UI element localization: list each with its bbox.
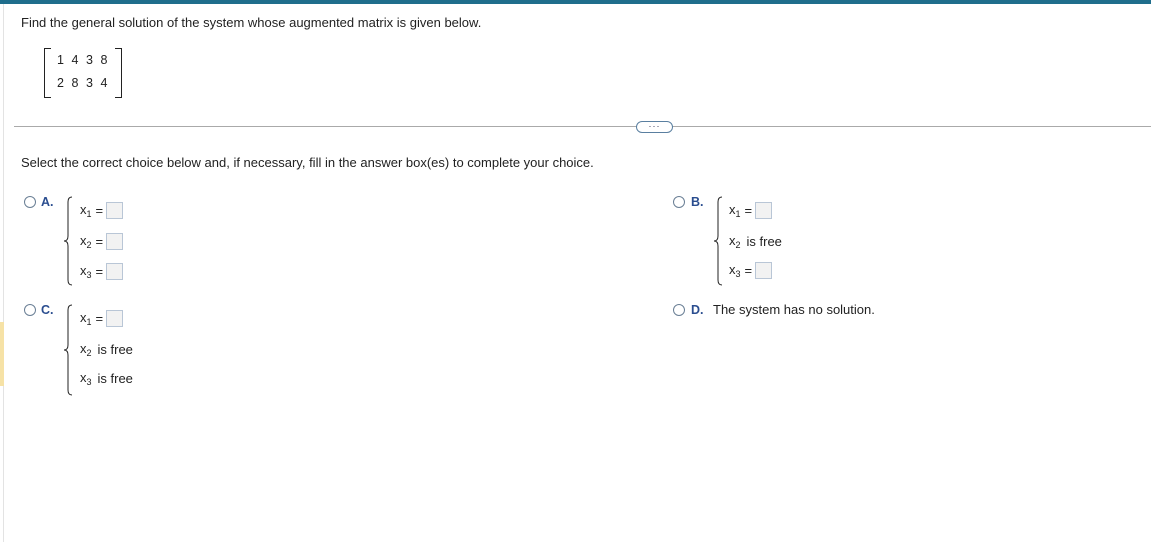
option-d-text: The system has no solution.	[713, 302, 875, 317]
var-x2: $x_2$	[80, 233, 92, 250]
option-c-brace	[63, 304, 73, 396]
option-a-x3-input[interactable]	[106, 263, 123, 280]
section-divider	[14, 126, 1151, 127]
option-c-x3-row	[80, 370, 133, 387]
option-c-radio[interactable]	[24, 304, 36, 316]
left-marker	[0, 322, 4, 386]
equals-sign: =	[95, 264, 104, 279]
equals-sign: =	[744, 263, 753, 278]
option-b-x3-input[interactable]	[755, 262, 772, 279]
option-b-x2-row	[729, 233, 782, 250]
var-x1: $x_1$	[80, 202, 92, 219]
option-b-x1-input[interactable]	[755, 202, 772, 219]
var-x3: $x_3$	[80, 370, 92, 387]
matrix-cell: 2	[57, 76, 64, 90]
option-a-x2-row	[80, 233, 123, 250]
matrix-cell: 8	[100, 53, 108, 67]
matrix-cell: 3	[86, 76, 93, 90]
matrix-left-bracket	[44, 48, 51, 98]
free-variable-text: is free	[97, 342, 133, 357]
free-variable-text: is free	[746, 234, 782, 249]
var-x2: $x_2$	[729, 233, 741, 250]
question-text: Find the general solution of the system whose augmented matrix is given below.	[21, 15, 482, 30]
equals-sign: =	[95, 311, 104, 326]
left-rule	[3, 4, 4, 542]
matrix-right-bracket	[115, 48, 122, 98]
option-a-brace	[63, 196, 73, 286]
matrix-cell: 4	[100, 76, 108, 90]
option-a-x3-row	[80, 263, 123, 280]
equals-sign: =	[95, 234, 104, 249]
matrix-row-2	[57, 76, 115, 90]
equals-sign: =	[744, 203, 753, 218]
equals-sign: =	[95, 203, 104, 218]
option-c-label: C.	[41, 303, 54, 317]
var-x3: $x_3$	[729, 262, 741, 279]
option-b-x1-row	[729, 202, 772, 219]
option-a-x1-row	[80, 202, 123, 219]
instruction-text: Select the correct choice below and, if necessary, fill in the answer box(es) to complete your choice.	[21, 155, 594, 170]
matrix-cell: 3	[86, 53, 93, 67]
option-a-x2-input[interactable]	[106, 233, 123, 250]
option-a-label: A.	[41, 195, 54, 209]
more-options-button[interactable]: ···	[636, 121, 673, 133]
option-b-brace	[713, 196, 723, 286]
var-x2: $x_2$	[80, 341, 92, 358]
option-a-x1-input[interactable]	[106, 202, 123, 219]
option-b-label: B.	[691, 195, 704, 209]
option-d-label: D.	[691, 303, 704, 317]
matrix-row-1	[57, 53, 115, 67]
option-d-radio[interactable]	[673, 304, 685, 316]
free-variable-text: is free	[97, 371, 133, 386]
matrix-cell: 1	[57, 53, 64, 67]
option-c-x1-row	[80, 310, 123, 327]
matrix-cell: 8	[71, 76, 79, 90]
option-a-radio[interactable]	[24, 196, 36, 208]
matrix-cell: 4	[71, 53, 79, 67]
var-x3: $x_3$	[80, 263, 92, 280]
var-x1: $x_1$	[80, 310, 92, 327]
top-bar	[0, 0, 1151, 4]
var-x1: $x_1$	[729, 202, 741, 219]
option-c-x1-input[interactable]	[106, 310, 123, 327]
option-b-radio[interactable]	[673, 196, 685, 208]
option-b-x3-row	[729, 262, 772, 279]
augmented-matrix	[44, 48, 122, 98]
option-c-x2-row	[80, 341, 133, 358]
